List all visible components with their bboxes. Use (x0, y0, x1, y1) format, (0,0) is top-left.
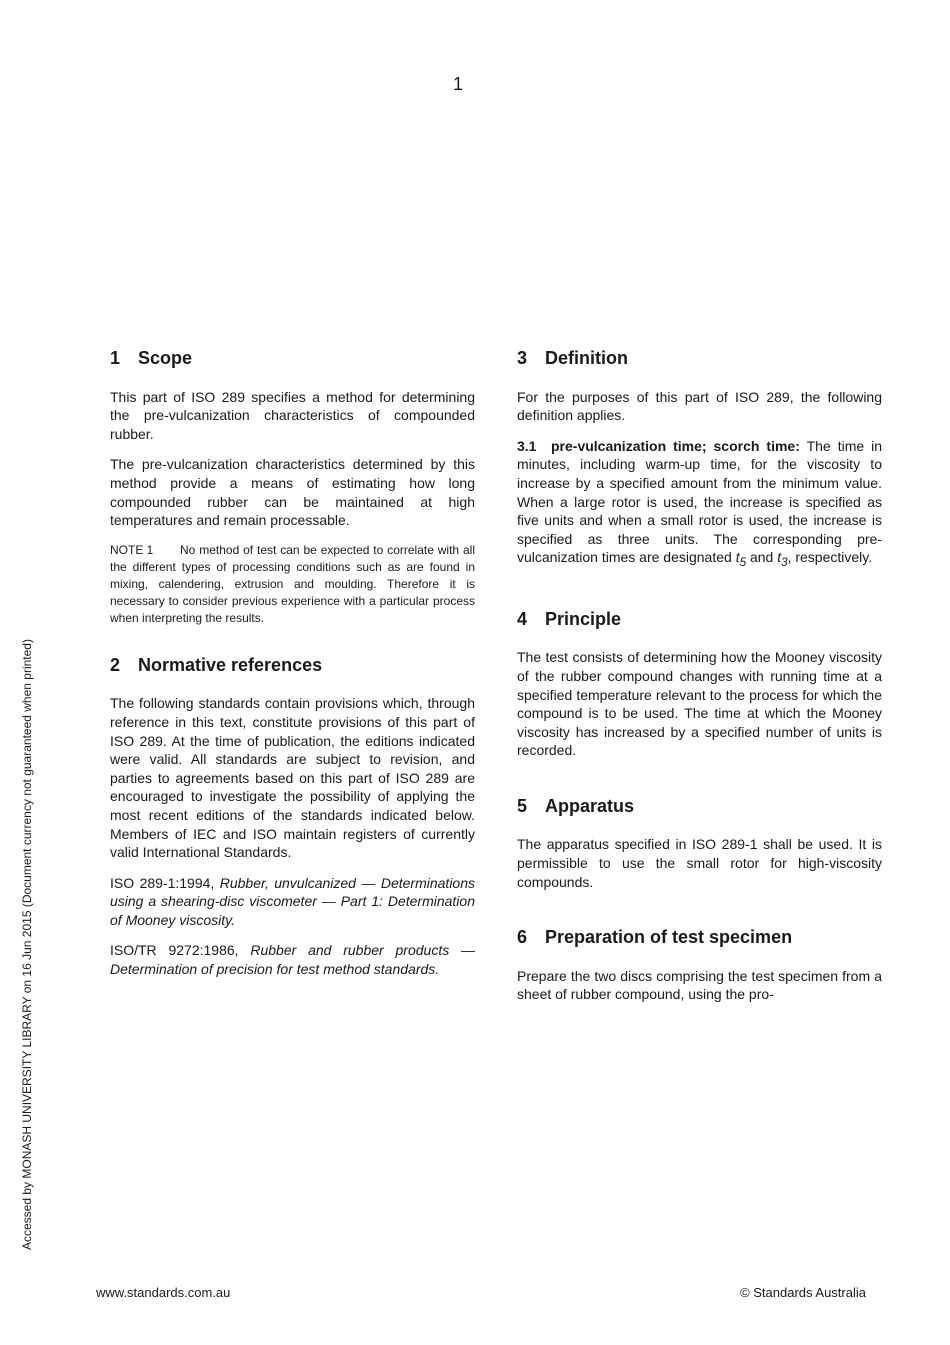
reference-id: ISO 289-1:1994, (110, 874, 215, 891)
section-heading (517, 796, 882, 818)
left-column (110, 348, 475, 991)
section-scope (110, 348, 475, 627)
reference-title: Rubber, unvulcanized — Determinations using a shearing-disc viscometer — Part 1: Determination of Mooney viscosity. (110, 874, 475, 928)
symbol: $t_5$ (735, 549, 747, 570)
section-heading (517, 927, 882, 949)
paragraph: This part of ISO 289 specifies a method for determining the pre-vulcanization characteristics of compounded rubber. (110, 388, 475, 442)
paragraph: The test consists of determining how the Mooney viscosity of the rubber compound changes with running time at a specified temperature relevant to the process for which the compound is to be used. The time at which the Mooney viscosity has increased by a specified number of units is recorded. (517, 649, 882, 759)
term-number: 3.1 (517, 437, 537, 454)
paragraph: The pre-vulcanization characteristics determined by this method provide a means of estimating how long compounded rubber can be maintained at high temperatures and remain processable. (110, 456, 475, 529)
section-number: 6 (517, 927, 528, 948)
section-number: 1 (110, 348, 121, 368)
symbol: $t_3$ (777, 549, 788, 570)
section-title: Definition (545, 348, 628, 368)
paragraph: The following standards contain provisions which, through reference in this text, constitute provisions of this part of ISO 289. At the time of publication, the editions indicated were valid. All standards are subject to revision, and parties to agreements based on this part of ISO 289 are encouraged to investigate the possibility of applying the most recent editions of the standards indicated below. Members of IEC and ISO maintain registers of currently valid International Standards. (110, 695, 475, 861)
section-title: Principle (545, 608, 622, 629)
note-label: NOTE 1 (110, 542, 154, 557)
section-principle (517, 609, 882, 760)
note (110, 542, 475, 627)
section-title: Apparatus (545, 795, 635, 816)
section-heading (110, 655, 475, 677)
paragraph: For the purposes of this part of ISO 289, the following definition applies. (517, 388, 882, 424)
section-heading (517, 609, 882, 631)
section-number: 5 (517, 795, 528, 816)
paragraph: The apparatus specified in ISO 289-1 shall be used. It is permissible to use the small rotor for high-viscosity compounds. (517, 836, 882, 890)
right-column (517, 348, 882, 1016)
section-apparatus (517, 796, 882, 891)
section-title: Normative references (138, 654, 323, 675)
section-number: 2 (110, 654, 121, 675)
section-heading (110, 348, 475, 370)
section-number: 4 (517, 608, 528, 629)
section-normative-references (110, 655, 475, 979)
section-heading (517, 348, 882, 370)
term: pre-vulcanization time; scorch time: (551, 437, 800, 454)
section-title: Preparation of test specimen (545, 927, 793, 948)
section-definition (517, 348, 882, 573)
access-watermark: Accessed by MONASH UNIVERSITY LIBRARY on 16 Jun 2015 (Document currency not guaranteed when printed) (20, 639, 34, 1250)
reference-id: ISO/TR 9272:1986, (110, 942, 239, 959)
reference-item (110, 941, 475, 978)
reference-item (110, 874, 475, 930)
definition-entry: 3.1 pre-vulcanization time; scorch time: The time in minutes, including warm-up time, for the viscosity to increase by a specified amount from the minimum value. When a large rotor is used, the increase is specified as five units and when a small rotor is used, the increase is specified as three units. The corresponding pre-vulcanization times are designated $t_5$ and $t_3$, respectively. (517, 437, 883, 570)
paragraph: Prepare the two discs comprising the test specimen from a sheet of rubber compound, using the pro- (517, 967, 882, 1003)
footer-copyright: © Standards Australia (740, 1285, 866, 1300)
term-text: The time in minutes, including warm-up time, for the viscosity to increase by a specified amount from the minimum value. When a large rotor is used, the increase is specified as five units and when a small rotor is used, the increase is specified as three units. The corresponding pre-vulcanization times are designated (517, 437, 883, 566)
page-number: 1 (452, 74, 463, 94)
section-number: 3 (517, 348, 528, 368)
note-text: No method of test can be expected to correlate with all the different types of processing conditions such as are found in mixing, calendering, extrusion and moulding. Therefore it is necessary to consider previous experience with a particular process when interpreting the results. (110, 542, 475, 625)
footer-website-link[interactable]: www.standards.com.au (96, 1285, 231, 1300)
section-title: Scope (138, 348, 193, 368)
reference-title: Rubber and rubber products — Determination of precision for test method standards. (110, 942, 476, 978)
section-preparation (517, 927, 882, 1004)
